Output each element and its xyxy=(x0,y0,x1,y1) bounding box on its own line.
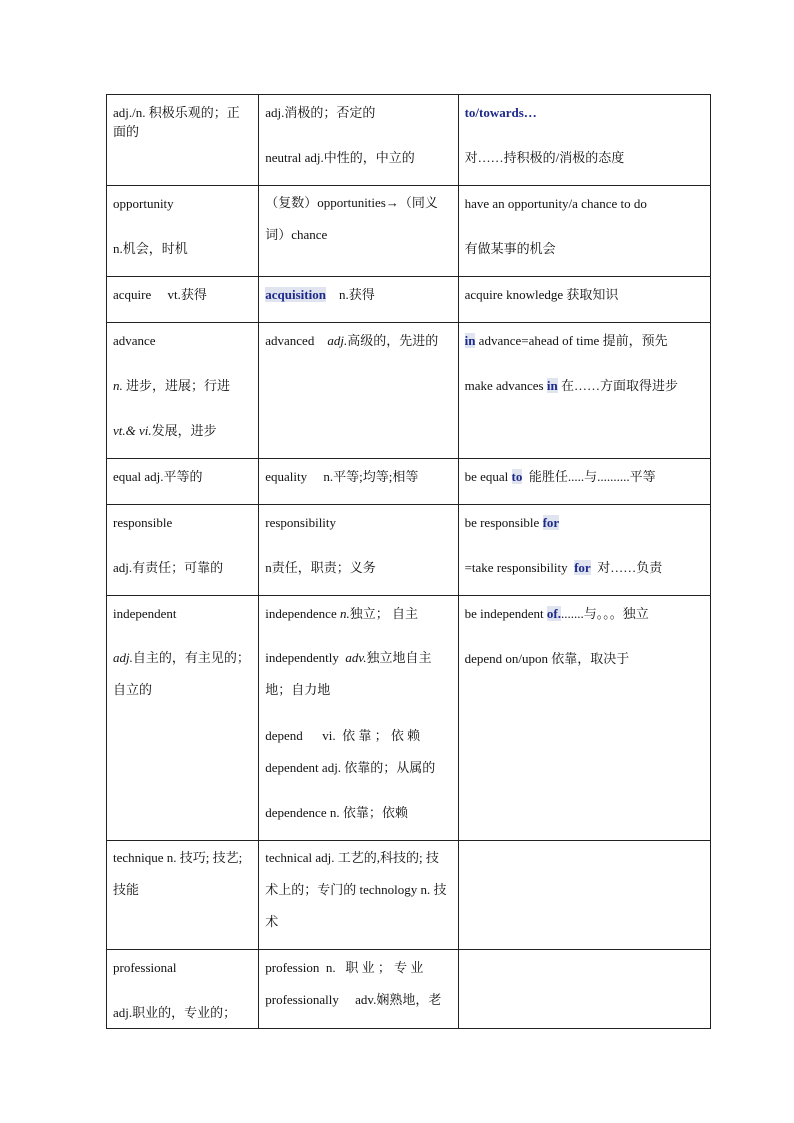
table-cell xyxy=(458,95,710,186)
cell-text: be responsible xyxy=(464,515,543,530)
cell-text: n.获得 xyxy=(325,287,375,302)
table-cell xyxy=(259,95,458,186)
pos-label: adj. xyxy=(113,650,133,665)
cell-text: advance=ahead of time 提前，预先 xyxy=(475,333,668,348)
table-cell xyxy=(458,186,710,277)
cell-text: 高级的，先进的 xyxy=(347,333,439,348)
cell-text: n.机会，时机 xyxy=(113,241,188,256)
table-cell xyxy=(458,323,710,459)
pos-label: adj. xyxy=(327,333,348,348)
table-cell xyxy=(107,841,259,950)
pos-label: n. xyxy=(339,606,350,621)
cell-text: independent xyxy=(113,606,177,621)
cell-text: 对……负责 xyxy=(590,560,663,575)
table-cell xyxy=(259,841,458,950)
cell-text: depend vi. 依 靠 ； 依 赖 xyxy=(265,728,421,743)
table-row xyxy=(107,505,711,596)
highlight-word: for xyxy=(542,515,560,530)
cell-text: advanced xyxy=(265,333,328,348)
cell-text: independently xyxy=(265,650,346,665)
cell-text: =take responsibility xyxy=(464,560,575,575)
cell-text: advance xyxy=(113,333,156,348)
table-cell xyxy=(107,459,259,505)
cell-text: adj./n. 积极乐观的；正面的 xyxy=(113,105,240,139)
table-row xyxy=(107,459,711,505)
cell-text: 对……持积极的/消极的态度 xyxy=(464,150,625,165)
pos-label: n. xyxy=(113,378,123,393)
table-cell xyxy=(458,950,710,1029)
table-cell xyxy=(259,950,458,1029)
cell-text: equal adj.平等的 xyxy=(113,469,203,484)
table-cell xyxy=(107,950,259,1029)
cell-text: adj.消极的；否定的 xyxy=(265,105,376,120)
table-row xyxy=(107,950,711,1029)
cell-text: n责任，职责；义务 xyxy=(265,560,376,575)
cell-text: 自主的，有主见的；自立的 xyxy=(113,650,250,697)
table-cell xyxy=(107,186,259,277)
table-cell xyxy=(458,277,710,323)
cell-text: 有做某事的机会 xyxy=(464,241,556,256)
cell-text: .......与。。。独立 xyxy=(560,606,649,621)
cell-text: 独立； 自主 xyxy=(349,606,418,621)
table-row xyxy=(107,596,711,841)
cell-text: make advances xyxy=(464,378,547,393)
table-row xyxy=(107,186,711,277)
highlight-word: in xyxy=(464,333,476,348)
cell-text: dependent adj. 依靠的；从属的 xyxy=(265,760,436,775)
table-cell xyxy=(259,505,458,596)
cell-text: be independent xyxy=(464,606,547,621)
cell-text: opportunity xyxy=(113,196,174,211)
highlight-word: for xyxy=(574,560,591,575)
cell-text: （复数）opportunities→（同义词）chance xyxy=(265,195,438,242)
cell-text: dependence n. 依靠；依赖 xyxy=(265,805,408,820)
table-cell xyxy=(458,505,710,596)
pos-label: vt.& vi. xyxy=(113,423,152,438)
highlight-word: to xyxy=(511,469,523,484)
pos-label: adv. xyxy=(345,650,367,665)
highlight-word: of. xyxy=(546,606,561,621)
cell-text: professionally adv.娴熟地，老 xyxy=(265,992,442,1007)
vocabulary-table xyxy=(106,94,711,1029)
cell-text: independence xyxy=(265,606,340,621)
cell-text: 独立地自主地；自力地 xyxy=(265,650,432,697)
table-cell xyxy=(458,596,710,841)
table-cell xyxy=(259,186,458,277)
cell-text: responsible xyxy=(113,515,173,530)
cell-text: 发展，进步 xyxy=(151,423,217,438)
table-cell xyxy=(259,277,458,323)
table-cell xyxy=(107,505,259,596)
table-cell xyxy=(107,596,259,841)
cell-text: depend on/upon 依靠，取决于 xyxy=(464,651,630,666)
table-row xyxy=(107,323,711,459)
cell-text: 能胜任.....与..........平等 xyxy=(522,469,656,484)
cell-text: acquire vt.获得 xyxy=(113,287,207,302)
highlight-word: acquisition xyxy=(265,287,326,302)
cell-text: neutral adj.中性的，中立的 xyxy=(265,150,415,165)
table-cell xyxy=(458,459,710,505)
cell-text: responsibility xyxy=(265,515,337,530)
cell-text: be equal xyxy=(464,469,512,484)
table-cell xyxy=(458,841,710,950)
table-row xyxy=(107,277,711,323)
cell-text: adj.有责任；可靠的 xyxy=(113,560,224,575)
table-row xyxy=(107,841,711,950)
cell-text: acquire knowledge 获取知识 xyxy=(464,287,619,302)
table-cell xyxy=(107,323,259,459)
table-cell xyxy=(107,95,259,186)
table-row xyxy=(107,95,711,186)
cell-text: 在……方面取得进步 xyxy=(557,378,678,393)
table-cell xyxy=(259,459,458,505)
highlight-word: in xyxy=(546,378,558,393)
cell-text: have an opportunity/a chance to do xyxy=(464,196,647,211)
cell-text: 进步，进展；行进 xyxy=(122,378,231,393)
table-cell xyxy=(107,277,259,323)
cell-text: technique n. 技巧; 技艺; 技能 xyxy=(113,850,243,897)
cell-text: adj.职业的，专业的； xyxy=(113,1005,237,1020)
cell-text: equality n.平等;均等;相等 xyxy=(265,469,419,484)
highlight-phrase: to/towards… xyxy=(464,105,537,120)
table-cell xyxy=(259,323,458,459)
table-cell xyxy=(259,596,458,841)
cell-text: professional xyxy=(113,960,177,975)
cell-text: profession n. 职 业 ； 专 业 xyxy=(265,960,424,975)
cell-text: technical adj. 工艺的,科技的; 技术上的；专门的 technology n. 技术 xyxy=(265,850,447,929)
